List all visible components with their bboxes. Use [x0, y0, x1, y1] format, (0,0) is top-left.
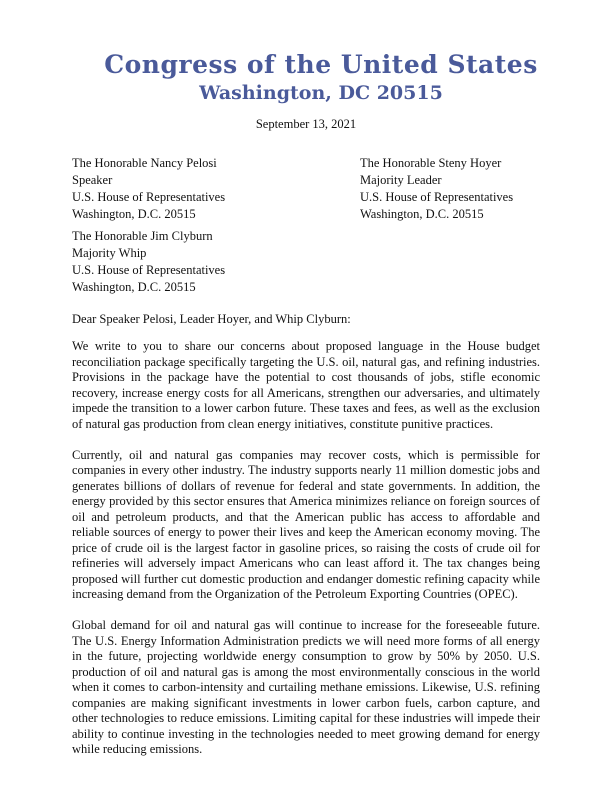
recipient-city: Washington, D.C. 20515 [72, 280, 196, 294]
recipient-office: U.S. House of Representatives [360, 190, 514, 204]
recipient-city: Washington, D.C. 20515 [72, 207, 196, 221]
letterhead-title: Congress of the United States [104, 50, 538, 79]
recipient-city: Washington, D.C. 20515 [360, 207, 484, 221]
recipient-name: The Honorable Nancy Pelosi [72, 156, 217, 170]
recipient-clyburn [72, 228, 225, 296]
letterhead [0, 50, 612, 106]
recipient-office: U.S. House of Representatives [72, 190, 226, 204]
letter-body [72, 339, 540, 773]
recipient-office: U.S. House of Representatives [72, 263, 226, 277]
recipient-name: The Honorable Jim Clyburn [72, 229, 213, 243]
recipient-title: Majority Leader [360, 173, 442, 187]
body-paragraph-3: Global demand for oil and natural gas will continue to increase for the foreseeable future. The U.S. Energy Information Administration predicts we will need more forms of all energy in the future, projecting worldwide energy consumption to grow by 50% by 2050. U.S. production of oil and natural gas is among the most environmentally conscious in the world when it comes to carbon-intensity and curtailing methane emissions. Likewise, U.S. refining companies are making significant investments in lower carbon fuels, carbon capture, and other technologies to reduce emissions. Limiting capital for these industries will impede their ability to continue investing in the technologies needed to meet growing demand for energy while reducing emissions. [72, 618, 540, 756]
letterhead-address: Washington, DC 20515 [199, 82, 443, 104]
body-paragraph-1: We write to you to share our concerns about proposed language in the House budget reconciliation package specifically targeting the U.S. oil, natural gas, and refining industries. Provisions in the package have the potential to cost thousands of jobs, stifle economic recovery, increase energy costs for all Americans, strengthen our adversaries, and ultimately impede the transition to a lower carbon future. These taxes and fees, as well as the exclusion of natural gas production from clean energy initiatives, constitute punitive practices. [72, 339, 540, 431]
recipient-title: Speaker [72, 173, 113, 187]
recipient-hoyer [360, 155, 513, 223]
letter-date: September 13, 2021 [255, 117, 357, 131]
recipient-name: The Honorable Steny Hoyer [360, 156, 502, 170]
body-paragraph-2: Currently, oil and natural gas companies may recover costs, which is permissible for companies in every other industry. The industry supports nearly 11 million domestic jobs and generates billions of dollars of revenue for federal and state governments. In addition, the energy provided by this sector ensures that America minimizes reliance on foreign sources of oil and petroleum products, and that the American public has access to affordable and reliable sources of energy to power their lives and keep the American economy moving. The price of crude oil is the largest factor in gasoline prices, so raising the costs of crude oil for refineries will adversely impact Americans who can least afford it. The tax changes being proposed will further cut domestic production and endanger domestic refining capacity while increasing demand from the Organization of the Petroleum Exporting Countries (OPEC). [72, 447, 540, 601]
salutation: Dear Speaker Pelosi, Leader Hoyer, and Whip Clyburn: [72, 312, 351, 326]
recipient-pelosi [72, 155, 225, 223]
recipient-title: Majority Whip [72, 246, 147, 260]
